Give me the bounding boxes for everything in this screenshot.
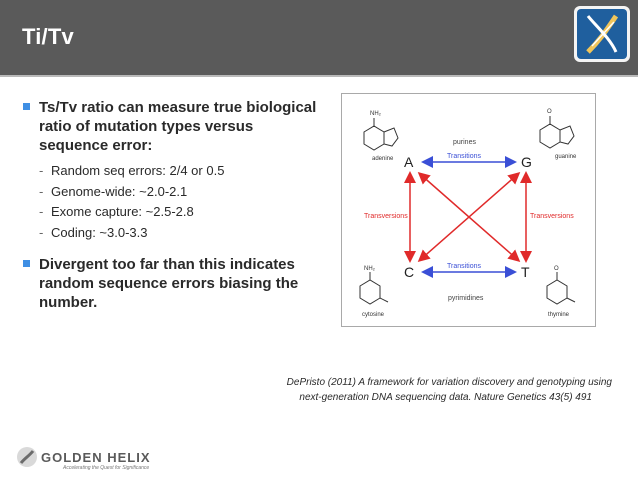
adenine-structure-icon xyxy=(364,118,398,150)
helix-mark-icon xyxy=(16,446,38,468)
cytosine-structure-icon xyxy=(360,272,388,304)
guanine-label: guanine xyxy=(555,154,577,160)
o-label: O xyxy=(547,109,552,115)
bullet-list xyxy=(22,98,322,312)
brand-tagline: Accelerating the Quest for Significance xyxy=(63,465,150,471)
guanine-structure-icon xyxy=(540,116,574,148)
transversions-right-label: Transversions xyxy=(530,213,574,220)
slide-header xyxy=(0,0,638,75)
purines-label: purines xyxy=(453,139,476,146)
sub-bullet-item: - Genome-wide: ~2.0-2.1 xyxy=(39,182,322,203)
bullet-item-2: Divergent too far than this indicates random sequence errors biasing the number. xyxy=(22,255,322,312)
golden-helix-logo xyxy=(16,442,166,472)
transitions-top-label: Transitions xyxy=(447,153,481,160)
pyrimidines-label: pyrimidines xyxy=(448,295,484,302)
sub-bullet-list xyxy=(39,161,322,243)
base-G-label: G xyxy=(521,154,532,170)
sub-bullet-item: - Exome capture: ~2.5-2.8 xyxy=(39,202,322,223)
citation xyxy=(230,375,612,405)
nh2-label: NH₂ xyxy=(370,111,381,117)
base-T-label: T xyxy=(521,264,530,280)
mutation-diagram xyxy=(342,94,595,326)
transitions-bottom-label: Transitions xyxy=(447,263,481,270)
sub-bullet-item: - Random seq errors: 2/4 or 0.5 xyxy=(39,161,322,182)
slide-title: Ti/Tv xyxy=(22,24,74,49)
thymine-label: thymine xyxy=(548,312,570,318)
cytosine-label: cytosine xyxy=(362,312,385,318)
base-C-label: C xyxy=(404,264,415,280)
sub-bullet-item: - Coding: ~3.0-3.3 xyxy=(39,223,322,244)
header-divider xyxy=(0,75,638,77)
thymine-structure-icon xyxy=(547,272,575,304)
helix-logo-icon xyxy=(574,6,630,62)
citation-line-2: next-generation DNA sequencing data. Nature Genetics 43(5) 491 xyxy=(299,392,592,403)
transversions-left-label: Transversions xyxy=(364,213,408,220)
nh2-label: NH₂ xyxy=(364,266,375,272)
adenine-label: adenine xyxy=(372,156,394,162)
bullet-item-1: Ts/Tv ratio can measure true biological ratio of mutation types versus sequence error: xyxy=(22,98,322,155)
base-A-label: A xyxy=(404,154,414,170)
mutation-diagram-figure xyxy=(341,93,596,327)
citation-line-1: DePristo (2011) A framework for variation discovery and genotyping using xyxy=(286,377,612,388)
brand-name: GOLDEN HELIX xyxy=(41,450,151,465)
o-label: O xyxy=(554,266,559,272)
